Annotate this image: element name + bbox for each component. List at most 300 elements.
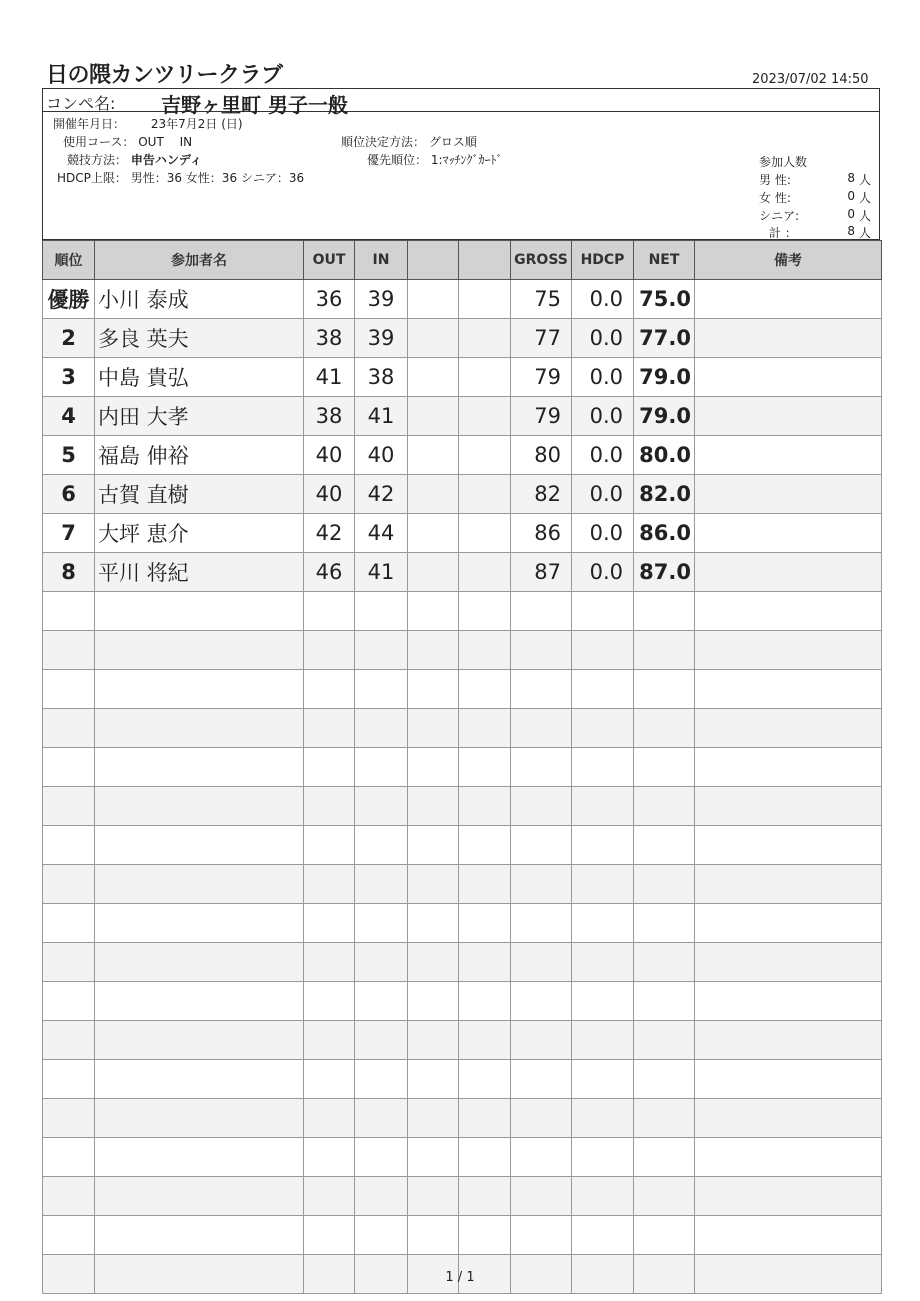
cell-name: 内田 大孝 (95, 397, 304, 436)
priority-label: 優先順位： (367, 153, 428, 167)
table-row (43, 475, 882, 514)
participants-count: 0 (847, 207, 855, 221)
cell-gross: 80 (511, 436, 572, 475)
priority-value: 1:ﾏｯﾁﾝｸﾞｶｰﾄﾞ (430, 153, 503, 167)
cell-in (355, 982, 408, 1021)
cell-gross (511, 1099, 572, 1138)
cell-blank (459, 436, 511, 475)
col-header-name: 参加者名 (95, 241, 304, 280)
cell-blank (695, 826, 882, 865)
cell-name (95, 709, 304, 748)
cell-in (355, 1177, 408, 1216)
cell-hdcp (572, 1177, 634, 1216)
participants-label: 男 性: (759, 173, 791, 187)
cell-out (304, 982, 355, 1021)
cell-out: 42 (304, 514, 355, 553)
table-row (43, 1216, 882, 1255)
hdcp-label: HDCP上限： (57, 171, 127, 185)
cell-out: 40 (304, 436, 355, 475)
rank-method-row (341, 133, 477, 150)
cell-blank (459, 748, 511, 787)
cell-rank (43, 787, 95, 826)
table-row (43, 631, 882, 670)
cell-gross (511, 904, 572, 943)
cell-net (634, 670, 695, 709)
cell-rank (43, 748, 95, 787)
cell-blank (408, 475, 459, 514)
cell-hdcp (572, 826, 634, 865)
cell-blank (408, 553, 459, 592)
cell-rank (43, 1177, 95, 1216)
cell-blank (408, 826, 459, 865)
cell-net (634, 709, 695, 748)
cell-rank: 7 (43, 514, 95, 553)
cell-net (634, 631, 695, 670)
cell-out (304, 865, 355, 904)
cell-out (304, 592, 355, 631)
participants-unit: 人 (859, 191, 872, 205)
cell-in (355, 670, 408, 709)
cell-net (634, 592, 695, 631)
cell-blank (695, 436, 882, 475)
col-header-blank (459, 241, 511, 280)
participants-row-female (759, 189, 877, 205)
cell-hdcp (572, 1138, 634, 1177)
cell-hdcp (572, 592, 634, 631)
cell-net: 79.0 (634, 358, 695, 397)
table-row (43, 358, 882, 397)
cell-blank (408, 1021, 459, 1060)
cell-rank (43, 865, 95, 904)
cell-net: 87.0 (634, 553, 695, 592)
participants-count: 8 (847, 171, 855, 185)
table-row (43, 319, 882, 358)
col-header-in: IN (355, 241, 408, 280)
cell-net (634, 748, 695, 787)
cell-name: 古賀 直樹 (95, 475, 304, 514)
cell-hdcp (572, 748, 634, 787)
cell-in (355, 943, 408, 982)
participants-title: 参加人数 (759, 155, 808, 169)
cell-blank (695, 982, 882, 1021)
cell-gross: 79 (511, 397, 572, 436)
cell-gross: 75 (511, 280, 572, 319)
cell-blank (459, 826, 511, 865)
cell-net: 82.0 (634, 475, 695, 514)
cell-blank (408, 670, 459, 709)
cell-blank (459, 553, 511, 592)
cell-gross (511, 748, 572, 787)
cell-in: 38 (355, 358, 408, 397)
cell-name: 小川 泰成 (95, 280, 304, 319)
cell-blank (408, 631, 459, 670)
cell-net (634, 1099, 695, 1138)
print-timestamp: 2023/07/02 14:50 (752, 72, 869, 87)
cell-blank (695, 865, 882, 904)
cell-hdcp: 0.0 (572, 514, 634, 553)
col-header-blank (408, 241, 459, 280)
cell-in (355, 865, 408, 904)
course-label: 使用コース： (63, 135, 135, 149)
cell-net (634, 982, 695, 1021)
date-value: 23年7月2日 (日) (150, 117, 243, 131)
cell-net (634, 826, 695, 865)
cell-blank (459, 1177, 511, 1216)
compe-name-row (43, 89, 879, 117)
cell-out (304, 670, 355, 709)
cell-gross (511, 1060, 572, 1099)
results-body (43, 280, 882, 1294)
cell-gross: 82 (511, 475, 572, 514)
cell-name: 多良 英夫 (95, 319, 304, 358)
cell-rank (43, 670, 95, 709)
cell-hdcp: 0.0 (572, 280, 634, 319)
cell-name (95, 1099, 304, 1138)
cell-gross: 87 (511, 553, 572, 592)
cell-gross (511, 592, 572, 631)
table-row (43, 826, 882, 865)
participants-row-male (759, 171, 877, 187)
cell-blank (408, 904, 459, 943)
cell-blank (695, 553, 882, 592)
cell-hdcp: 0.0 (572, 475, 634, 514)
cell-hdcp (572, 1021, 634, 1060)
cell-blank (459, 397, 511, 436)
cell-blank (408, 514, 459, 553)
cell-blank (459, 670, 511, 709)
cell-name (95, 1177, 304, 1216)
participants-label: 計 ： (769, 226, 797, 240)
cell-in (355, 1060, 408, 1099)
participants-unit: 人 (859, 173, 872, 187)
table-row (43, 436, 882, 475)
cell-blank (695, 670, 882, 709)
cell-gross (511, 826, 572, 865)
priority-row (367, 151, 503, 168)
cell-hdcp: 0.0 (572, 319, 634, 358)
cell-blank (695, 1216, 882, 1255)
cell-rank (43, 826, 95, 865)
cell-blank (459, 631, 511, 670)
cell-net (634, 1177, 695, 1216)
cell-name: 中島 貴弘 (95, 358, 304, 397)
cell-in (355, 826, 408, 865)
col-header-hdcp: HDCP (572, 241, 634, 280)
date-label: 開催年月日： (53, 117, 126, 131)
cell-hdcp (572, 631, 634, 670)
cell-hdcp (572, 1060, 634, 1099)
method-value: 申告ハンディ (130, 153, 202, 167)
cell-hdcp (572, 787, 634, 826)
cell-net (634, 1138, 695, 1177)
cell-name (95, 1216, 304, 1255)
cell-blank (459, 982, 511, 1021)
cell-in: 41 (355, 553, 408, 592)
cell-blank (695, 748, 882, 787)
cell-blank (695, 943, 882, 982)
date-row (53, 115, 243, 132)
col-header-rank: 順位 (43, 241, 95, 280)
cell-gross (511, 1216, 572, 1255)
cell-in (355, 709, 408, 748)
cell-name (95, 1060, 304, 1099)
cell-blank (695, 358, 882, 397)
cell-gross: 79 (511, 358, 572, 397)
cell-blank (408, 748, 459, 787)
cell-out (304, 826, 355, 865)
cell-rank: 8 (43, 553, 95, 592)
cell-blank (459, 280, 511, 319)
cell-rank: 2 (43, 319, 95, 358)
cell-rank (43, 709, 95, 748)
col-header-out: OUT (304, 241, 355, 280)
table-row (43, 1099, 882, 1138)
cell-hdcp (572, 1099, 634, 1138)
cell-blank (695, 1021, 882, 1060)
table-row (43, 1060, 882, 1099)
table-row (43, 1138, 882, 1177)
method-label: 競技方法： (67, 153, 128, 167)
participants-row-total (769, 224, 877, 240)
cell-blank (408, 1099, 459, 1138)
table-row (43, 397, 882, 436)
cell-blank (459, 1138, 511, 1177)
club-name: 日の隈カンツリークラブ (46, 63, 283, 88)
cell-out: 40 (304, 475, 355, 514)
cell-rank (43, 943, 95, 982)
cell-rank (43, 1099, 95, 1138)
cell-name (95, 631, 304, 670)
cell-rank (43, 592, 95, 631)
cell-out (304, 904, 355, 943)
cell-in: 40 (355, 436, 408, 475)
cell-rank (43, 982, 95, 1021)
course-row (63, 133, 192, 150)
cell-rank: 4 (43, 397, 95, 436)
results-table (42, 240, 882, 1294)
cell-blank (695, 1138, 882, 1177)
cell-blank (459, 514, 511, 553)
cell-blank (459, 592, 511, 631)
cell-in (355, 1099, 408, 1138)
cell-out: 46 (304, 553, 355, 592)
cell-gross (511, 1138, 572, 1177)
cell-in: 41 (355, 397, 408, 436)
cell-rank (43, 631, 95, 670)
cell-out: 38 (304, 319, 355, 358)
cell-blank (408, 1060, 459, 1099)
cell-blank (408, 280, 459, 319)
hdcp-value: 男性：36 女性：36 シニア：36 (130, 171, 305, 185)
cell-rank (43, 1060, 95, 1099)
cell-rank (43, 904, 95, 943)
cell-blank (408, 865, 459, 904)
table-row (43, 943, 882, 982)
cell-blank (408, 982, 459, 1021)
cell-blank (695, 1060, 882, 1099)
cell-name (95, 865, 304, 904)
participants-count: 0 (847, 189, 855, 203)
cell-net (634, 1216, 695, 1255)
cell-out (304, 1021, 355, 1060)
cell-in: 44 (355, 514, 408, 553)
cell-hdcp (572, 670, 634, 709)
cell-name: 大坪 恵介 (95, 514, 304, 553)
cell-rank: 5 (43, 436, 95, 475)
cell-rank (43, 1021, 95, 1060)
table-row (43, 865, 882, 904)
cell-blank (408, 943, 459, 982)
cell-gross (511, 865, 572, 904)
cell-name (95, 1021, 304, 1060)
cell-hdcp (572, 1216, 634, 1255)
cell-blank (695, 319, 882, 358)
cell-blank (408, 787, 459, 826)
cell-blank (459, 358, 511, 397)
cell-hdcp: 0.0 (572, 397, 634, 436)
table-row (43, 748, 882, 787)
cell-hdcp: 0.0 (572, 553, 634, 592)
cell-blank (459, 943, 511, 982)
cell-blank (408, 319, 459, 358)
hdcp-row (57, 169, 304, 186)
cell-rank (43, 1138, 95, 1177)
cell-blank (459, 1021, 511, 1060)
cell-net (634, 865, 695, 904)
table-row (43, 592, 882, 631)
table-row (43, 709, 882, 748)
cell-in (355, 1216, 408, 1255)
cell-hdcp (572, 943, 634, 982)
rank-method-label: 順位決定方法： (341, 135, 426, 149)
cell-blank (695, 1177, 882, 1216)
cell-out: 36 (304, 280, 355, 319)
cell-hdcp (572, 865, 634, 904)
col-header-net: NET (634, 241, 695, 280)
cell-out (304, 1138, 355, 1177)
table-header-row (43, 241, 882, 280)
method-row (67, 151, 202, 168)
cell-in: 42 (355, 475, 408, 514)
cell-name (95, 1138, 304, 1177)
cell-blank (695, 592, 882, 631)
participants-row-senior (759, 207, 877, 223)
cell-blank (408, 1216, 459, 1255)
cell-in (355, 904, 408, 943)
cell-blank (695, 709, 882, 748)
cell-blank (695, 787, 882, 826)
cell-gross (511, 709, 572, 748)
cell-net (634, 1021, 695, 1060)
cell-blank (695, 475, 882, 514)
cell-in (355, 1021, 408, 1060)
cell-out (304, 1177, 355, 1216)
cell-hdcp (572, 904, 634, 943)
cell-net (634, 1060, 695, 1099)
cell-name (95, 787, 304, 826)
cell-blank (695, 397, 882, 436)
table-row (43, 514, 882, 553)
cell-gross (511, 670, 572, 709)
table-row (43, 670, 882, 709)
cell-name (95, 748, 304, 787)
rank-method-value: グロス順 (428, 135, 477, 149)
cell-blank (408, 436, 459, 475)
col-header-note: 備考 (695, 241, 882, 280)
cell-net: 77.0 (634, 319, 695, 358)
cell-out (304, 943, 355, 982)
cell-hdcp: 0.0 (572, 358, 634, 397)
cell-in: 39 (355, 319, 408, 358)
cell-gross (511, 982, 572, 1021)
cell-blank (695, 904, 882, 943)
cell-out (304, 748, 355, 787)
cell-in: 39 (355, 280, 408, 319)
cell-blank (459, 1099, 511, 1138)
cell-in (355, 787, 408, 826)
cell-gross (511, 1177, 572, 1216)
cell-blank (459, 709, 511, 748)
participants-label: シニア: (759, 209, 800, 223)
cell-blank (408, 1177, 459, 1216)
cell-net (634, 943, 695, 982)
cell-net (634, 904, 695, 943)
cell-blank (459, 1060, 511, 1099)
cell-name (95, 982, 304, 1021)
cell-out (304, 1060, 355, 1099)
compe-name: 吉野ヶ里町 男子一般 (161, 93, 348, 117)
cell-rank: 優勝 (43, 280, 95, 319)
cell-blank (695, 1099, 882, 1138)
cell-out (304, 1216, 355, 1255)
page-indicator: 1 / 1 (445, 1270, 475, 1285)
cell-out (304, 709, 355, 748)
cell-name (95, 670, 304, 709)
cell-net: 79.0 (634, 397, 695, 436)
cell-name (95, 904, 304, 943)
cell-gross: 86 (511, 514, 572, 553)
cell-gross (511, 1021, 572, 1060)
cell-hdcp: 0.0 (572, 436, 634, 475)
cell-blank (408, 592, 459, 631)
table-row (43, 904, 882, 943)
col-header-gross: GROSS (511, 241, 572, 280)
cell-blank (459, 1216, 511, 1255)
cell-name (95, 592, 304, 631)
cell-gross (511, 787, 572, 826)
table-row (43, 982, 882, 1021)
cell-in (355, 631, 408, 670)
cell-gross (511, 943, 572, 982)
table-row (43, 280, 882, 319)
cell-in (355, 748, 408, 787)
cell-net: 86.0 (634, 514, 695, 553)
cell-blank (459, 787, 511, 826)
cell-blank (408, 358, 459, 397)
cell-hdcp (572, 709, 634, 748)
cell-net: 80.0 (634, 436, 695, 475)
participants-count: 8 (847, 224, 855, 238)
cell-net (634, 787, 695, 826)
participants-unit: 人 (859, 226, 872, 240)
cell-gross (511, 631, 572, 670)
table-row (43, 553, 882, 592)
cell-in (355, 1138, 408, 1177)
cell-blank (695, 514, 882, 553)
cell-out (304, 787, 355, 826)
compe-label: コンペ名: (46, 94, 116, 113)
participants-unit: 人 (859, 209, 872, 223)
